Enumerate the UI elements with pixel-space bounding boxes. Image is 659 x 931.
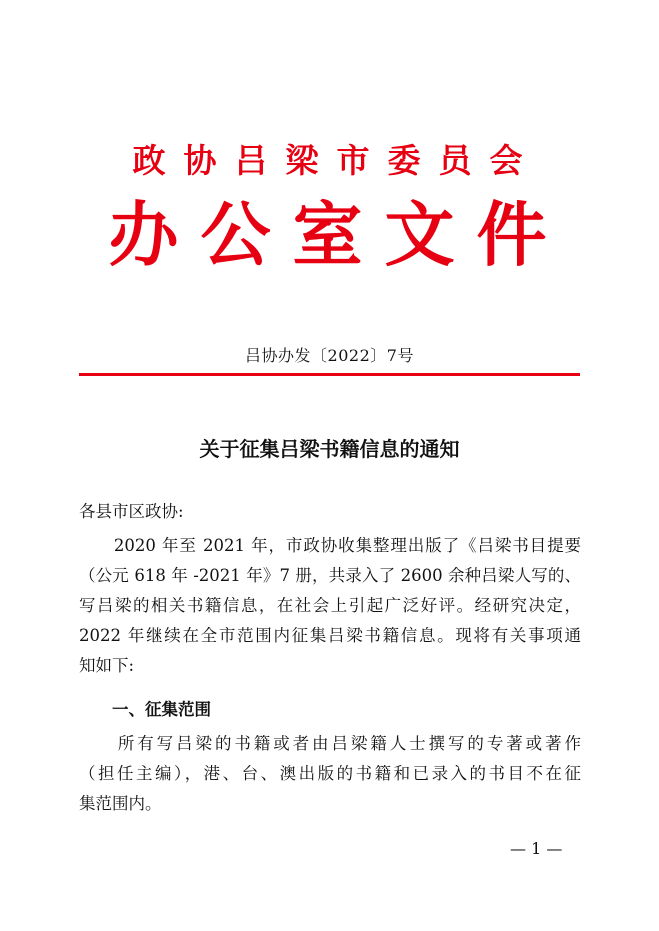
issuing-organization: 政协吕梁市委员会: [132, 141, 541, 180]
page-number: — 1 —: [510, 839, 563, 858]
document-number: 吕协办发〔2022〕7号: [245, 346, 414, 365]
paragraph-line: 集范围内。: [79, 794, 162, 813]
paragraph-line: 写吕梁的相关书籍信息，在社会上引起广泛好评。经研究决定，: [79, 596, 581, 615]
paragraph-line: 2022 年继续在全市范围内征集吕梁书籍信息。现将有关事项通: [79, 626, 581, 645]
paragraph-line: （公元 618 年 -2021 年》7 册，共录入了 2600 余种吕梁人写的、: [79, 566, 581, 585]
paragraph-line: （担任主编），港、台、澳出版的书籍和已录入的书目不在征: [79, 764, 581, 783]
paragraph-line: 知如下:: [79, 656, 135, 675]
salutation: 各县市区政协:: [79, 502, 184, 521]
document-type-heading: 办公室文件: [108, 193, 569, 276]
paragraph-scope: [79, 729, 581, 819]
paragraph-line: 所有写吕梁的书籍或者由吕梁籍人士撰写的专著或著作: [79, 734, 581, 753]
section-heading: 一、征集范围: [112, 700, 211, 719]
paragraph-line: 2020 年至 2021 年，市政协收集整理出版了《吕梁书目提要: [79, 536, 581, 555]
red-separator-line: [79, 373, 580, 376]
notice-title: 关于征集吕梁书籍信息的通知: [199, 437, 460, 461]
paragraph-intro: [79, 531, 581, 681]
